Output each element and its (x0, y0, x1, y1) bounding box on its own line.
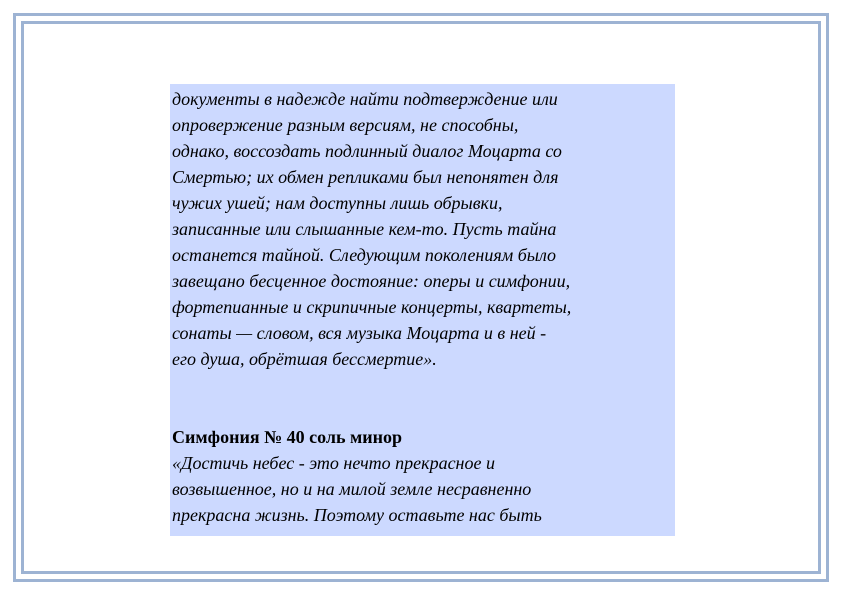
paragraph-mozart-death-dialog: документы в надежде найти подтверждение или опровержение разным версиям, не способны, однако, воссоздать подлинный диалог Моцарта со Смертью; их обмен репликами был непонятен для чужих ушей; нам доступны лишь обрывки, записанные или слышанные кем-то. Пусть тайна останется тайной. Следующим поколениям было завещано бесценное достояние: оперы и симфонии, фортепианные и скрипичные концерты, квартеты, сонаты — словом, вся музыка Моцарта и в ней - его душа, обрётшая бессмертие». (172, 89, 572, 369)
section-heading-symphony-40: Симфония № 40 соль минор (172, 427, 403, 447)
paragraph-spacer (172, 372, 672, 424)
text-block (170, 84, 675, 536)
paragraph-quote-heaven: «Достичь небес - это нечто прекрасное и возвышенное, но и на милой земле несравненно прекрасна жизнь. Поэтому оставьте нас быть (172, 453, 542, 525)
